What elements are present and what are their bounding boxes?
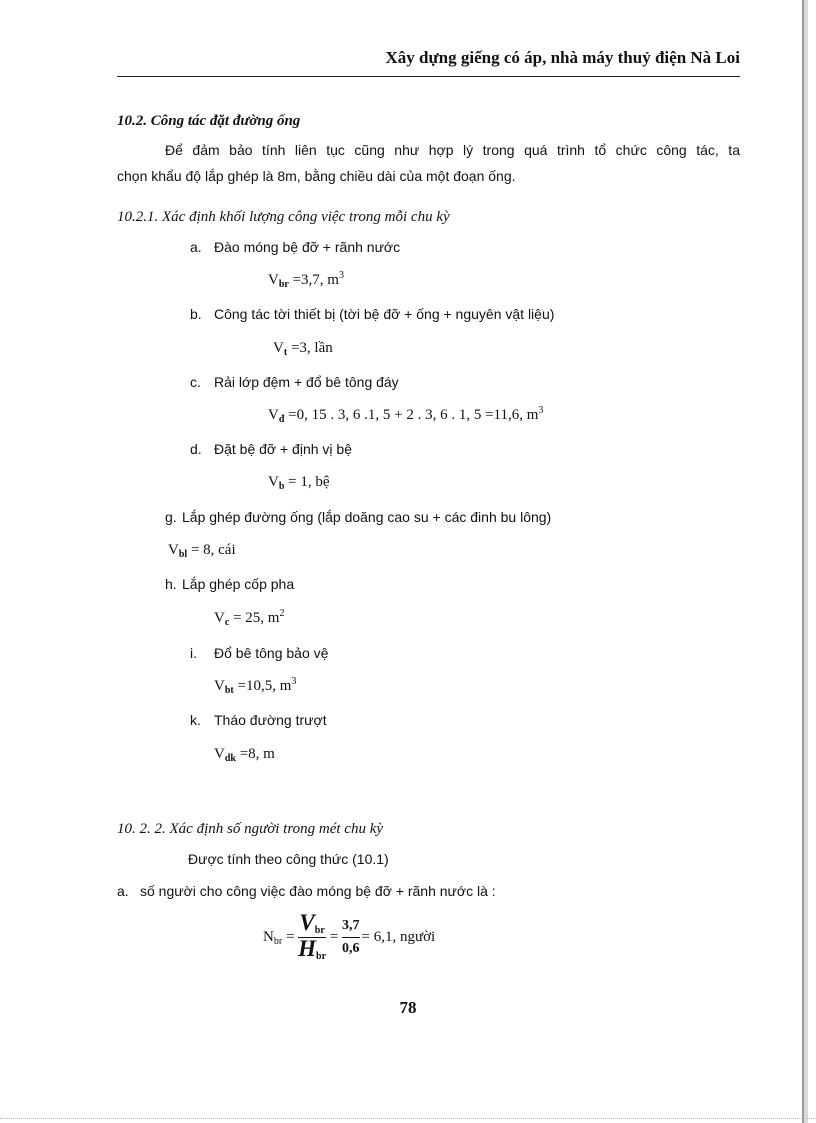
item-k-marker: k.: [190, 712, 201, 728]
eq-lhs: $N_{br}$: [263, 928, 283, 947]
eq-equals-1: =: [282, 928, 299, 945]
item-i-quantity: $V_{bt} =10,5$, $m^3$: [214, 676, 297, 696]
item-g-marker: g.: [165, 509, 177, 525]
item-k-text: Tháo đường trượt: [214, 712, 327, 728]
running-header: Xây dựng giếng có áp, nhà máy thuỷ điện Nà Loi: [385, 48, 740, 67]
item-c-text: Rải lớp đệm + đổ bê tông đáy: [214, 374, 399, 390]
eq-equals-2: =: [326, 928, 343, 945]
item-2a-marker: a.: [117, 883, 129, 899]
page-number: 78: [399, 998, 417, 1017]
item-g-quantity: $V_{bl} = 8$, cái: [168, 542, 236, 560]
eq-fraction-symbolic: $\frac{V_{br}}{H_{br}}$: [298, 910, 327, 962]
eq-result: = 6,1, người: [361, 928, 436, 945]
item-k-quantity: $V_{dk} =8$, m: [214, 746, 275, 764]
item-2a-text: số người cho công việc đào móng bệ đỡ + rãnh nước là :: [140, 883, 496, 899]
equation-workers-br: [263, 912, 435, 963]
item-b-marker: b.: [190, 306, 202, 322]
item-h-text: Lắp ghép cốp pha: [182, 576, 295, 592]
item-b-quantity: $V_t =3$, lần: [273, 340, 333, 358]
item-c-quantity: $V_đ =0$, 15 . 3, 6 .1, 5 + 2 . 3, 6 . 1, 5 =11,6, $m^3$: [268, 405, 544, 425]
page-border-bottom: [0, 1118, 816, 1120]
item-d-marker: d.: [190, 441, 202, 457]
item-b-text: Công tác tời thiết bị (tời bệ đỡ + ống + nguyên vật liệu): [214, 306, 555, 322]
item-c-marker: c.: [190, 374, 201, 390]
eq-fraction-numeric: $\frac{3,7}{0,6}$: [342, 918, 360, 956]
formula-reference: Được tính theo công thức (10.1): [188, 851, 389, 867]
item-d-quantity: $V_b = 1$, bệ: [268, 474, 330, 492]
item-h-marker: h.: [165, 576, 177, 592]
header-rule: [117, 76, 740, 77]
item-i-marker: i.: [190, 645, 197, 661]
item-a-text: Đào móng bệ đỡ + rãnh nước: [214, 239, 401, 255]
item-d-text: Đặt bệ đỡ + định vị bệ: [214, 441, 352, 457]
subsection-heading-2: 10. 2. 2. Xác định số người trong mét chu kỳ: [117, 821, 384, 837]
item-a-marker: a.: [190, 239, 202, 255]
page-shadow-right: [804, 0, 808, 1123]
item-g-text: Lắp ghép đường ống (lắp doăng cao su + các đinh bu lông): [182, 509, 552, 525]
section-heading: 10.2. Công tác đặt đường ống: [117, 113, 301, 129]
intro-line-2: chọn khẩu độ lắp ghép là 8m, bằng chiều dài của một đoạn ống.: [117, 168, 516, 184]
subsection-heading-1: 10.2.1. Xác định khối lượng công việc trong mỗi chu kỳ: [117, 209, 450, 225]
item-i-text: Đổ bê tông bảo vệ: [214, 645, 329, 661]
item-a-quantity: $V_{br} =3,7$, $m^3$: [268, 270, 344, 290]
intro-line-1: Để đảm bảo tính liên tục cũng như hợp lý trong quá trình tổ chức công tác, ta: [165, 142, 740, 158]
item-h-quantity: $V_c = 25$, $m^2$: [214, 608, 285, 628]
